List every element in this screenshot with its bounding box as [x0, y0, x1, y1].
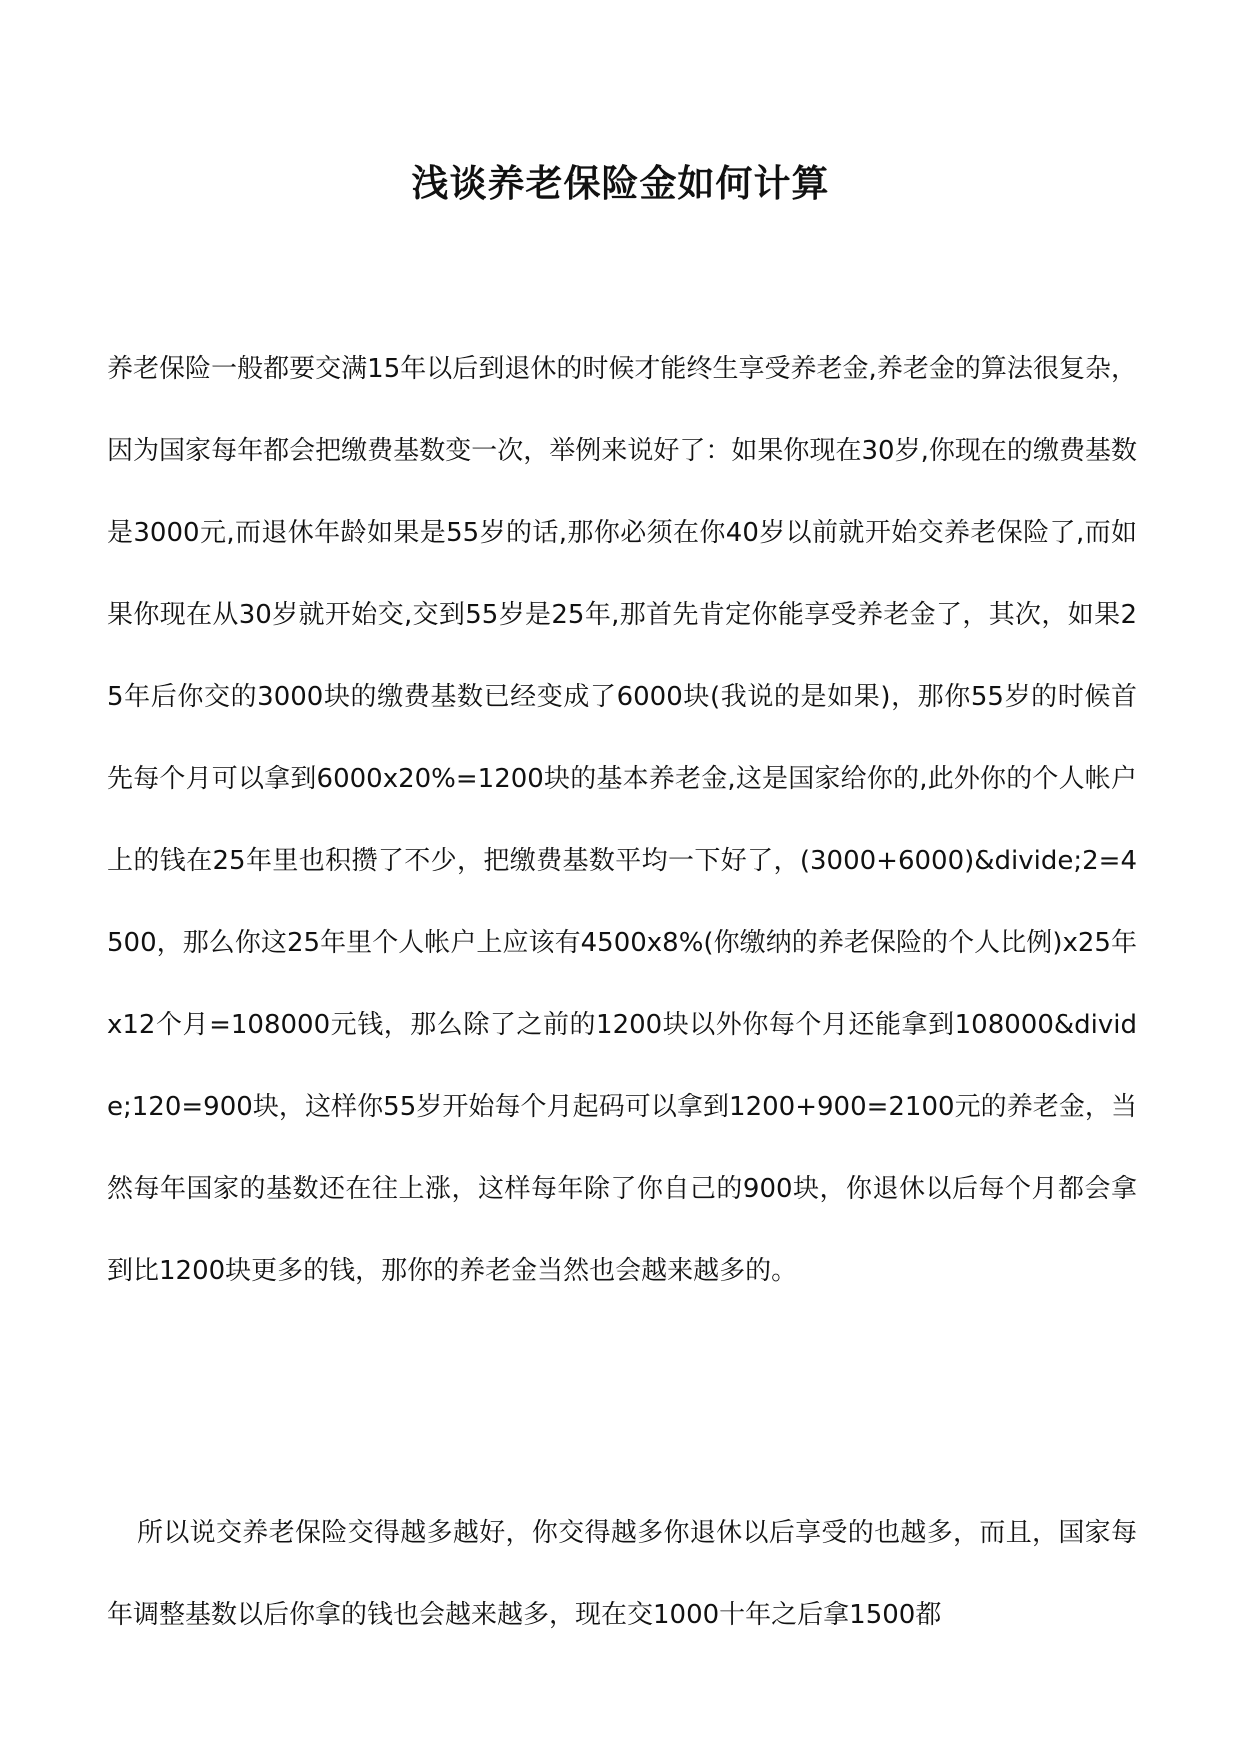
body-paragraph-2: 所以说交养老保险交得越多越好，你交得越多你退休以后享受的也越多，而且，国家每年调整基数以后你拿的钱也会越来越多，现在交1000十年之后拿1500都 — [107, 1518, 1137, 1630]
body-paragraph-1: 养老保险一般都要交满15年以后到退休的时候才能终生享受养老金,养老金的算法很复杂，因为国家每年都会把缴费基数变一次，举例来说好了：如果你现在30岁,你现在的缴费基数是3000元,而退休年龄如果是55岁的话,那你必须在你40岁以前就开始交养老保险了,而如果你现在从30岁就开始交,交到55岁是25年,那首先肯定你能享受养老金了，其次，如果25年后你交的3000块的缴费基数已经变成了6000块(我说的是如果)，那你55岁的时候首先每个月可以拿到6000x20%=1200块的基本养老金,这是国家给你的,此外你的个人帐户上的钱在25年里也积攒了不少，把缴费基数平均一下好了，(3000+6000)&divide;2=4500，那么你这25年里个人帐户上应该有4500x8%(你缴纳的养老保险的个人比例)x25年x12个月=108000元钱，那么除了之前的1200块以外你每个月还能拿到108000&divide;120=900块，这样你55岁开始每个月起码可以拿到1200+900=2100元的养老金，当然每年国家的基数还在往上涨，这样每年除了你自己的900块，你退休以后每个月都会拿到比1200块更多的钱，那你的养老金当然也会越来越多的。 — [107, 354, 1137, 1286]
document-title: 浅谈养老保险金如何计算 — [411, 162, 830, 205]
